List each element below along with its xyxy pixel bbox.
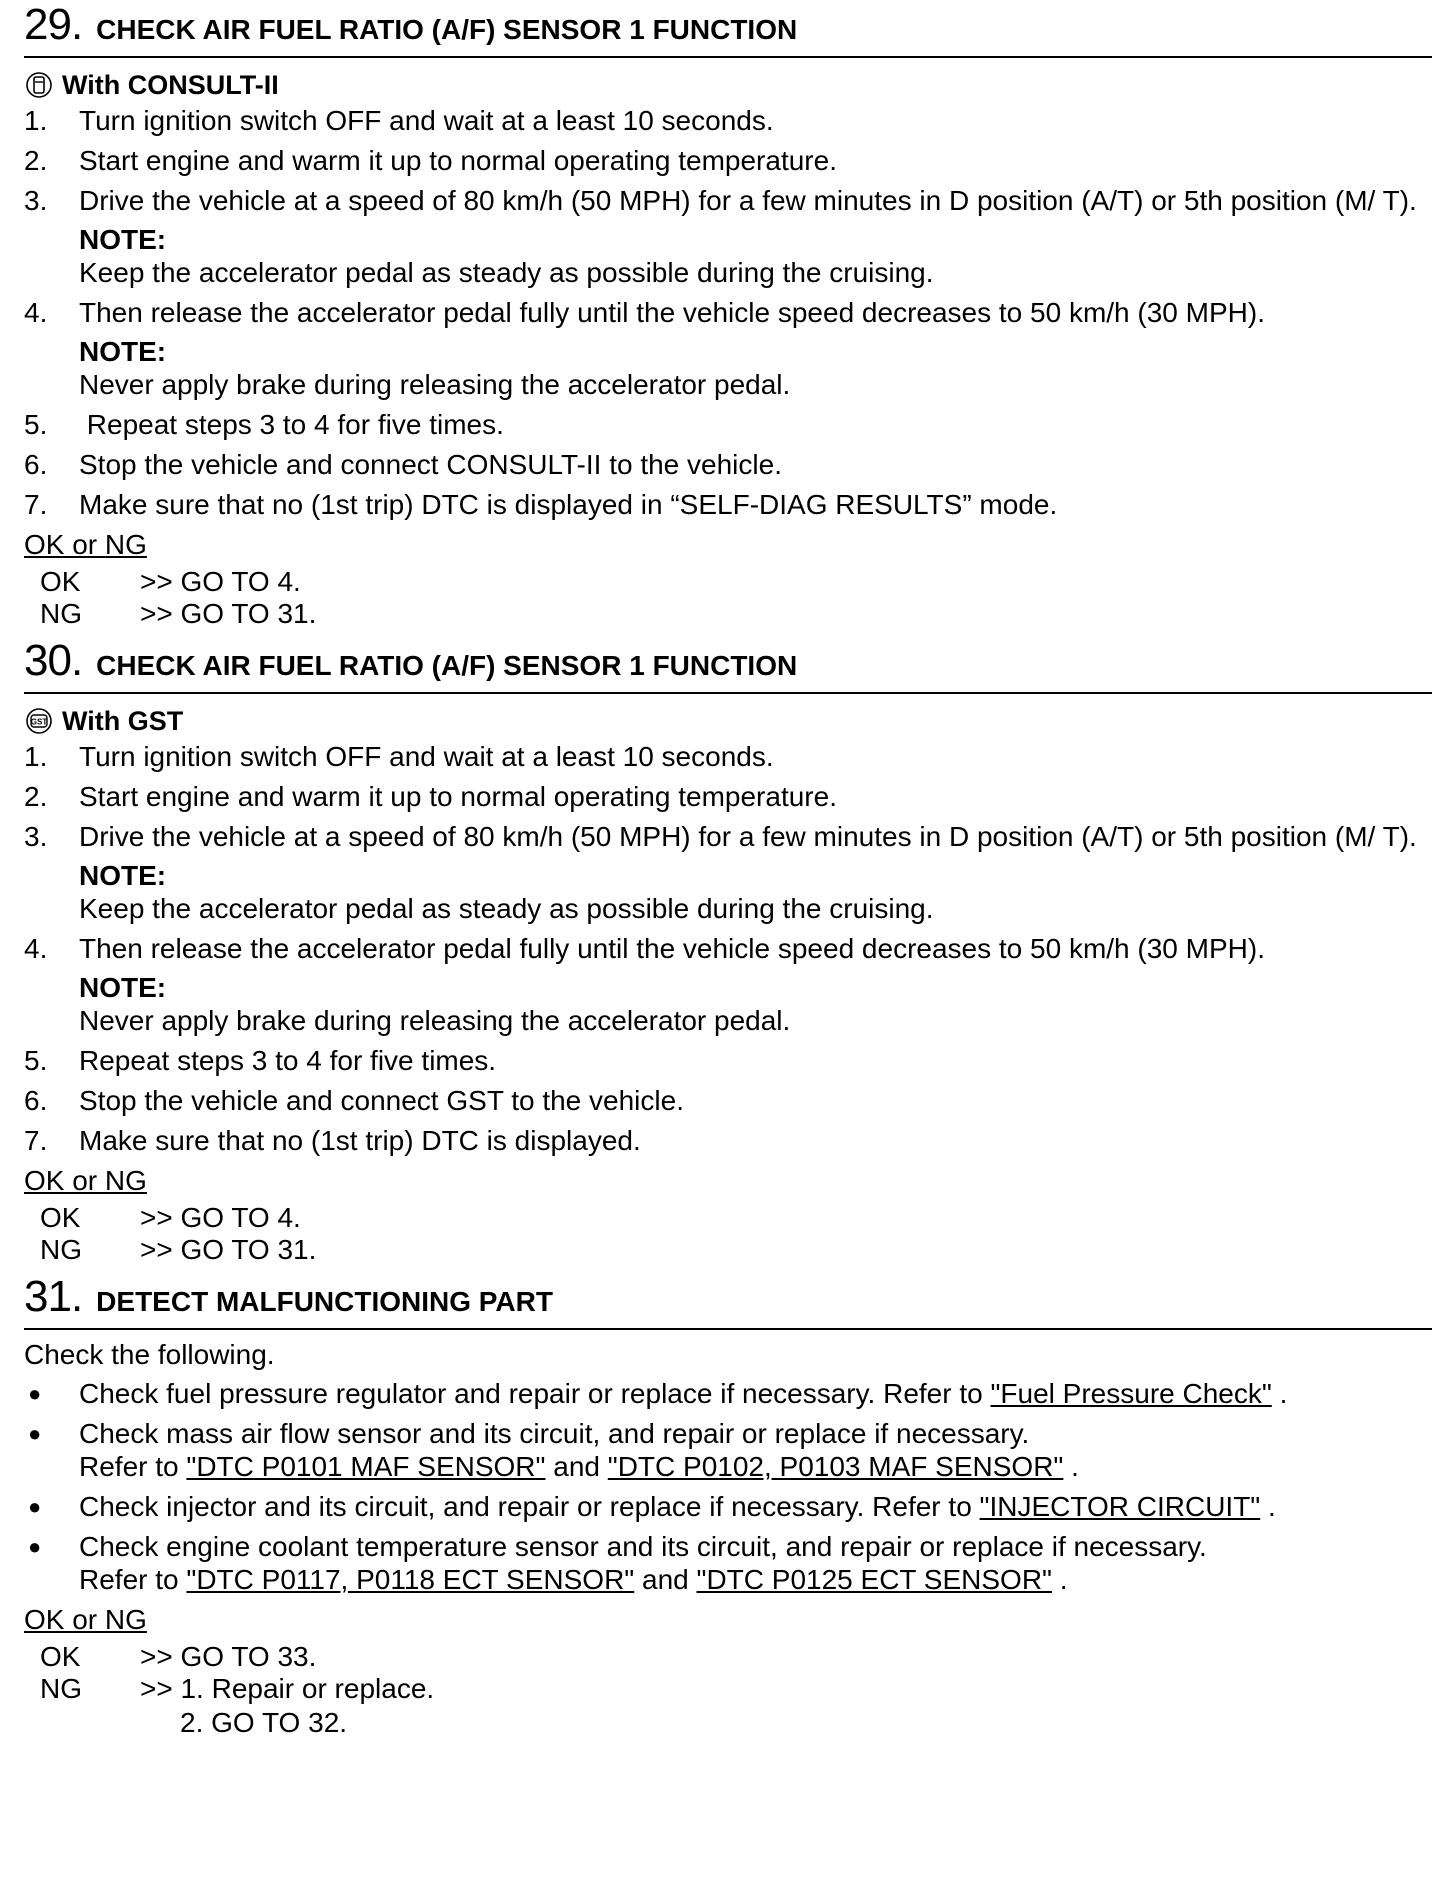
note-label: NOTE: xyxy=(79,224,167,255)
step-text: Stop the vehicle and connect GST to the vehicle. xyxy=(79,1085,684,1116)
step-text: Make sure that no (1st trip) DTC is displayed. xyxy=(79,1125,641,1156)
step-item xyxy=(24,104,1432,137)
section-divider xyxy=(24,1328,1432,1330)
section-title: CHECK AIR FUEL RATIO (A/F) SENSOR 1 FUNCTION xyxy=(96,14,798,45)
bullet-dot-icon: ● xyxy=(28,1494,42,1519)
bullet-text-and: and xyxy=(634,1564,697,1595)
step-number: 5. xyxy=(24,409,48,440)
step-text: Start engine and warm it up to normal operating temperature. xyxy=(79,781,837,812)
result-row-ok xyxy=(24,1641,1432,1673)
step-item xyxy=(24,740,1432,773)
step-item xyxy=(24,932,1432,1037)
result-row-ng xyxy=(24,598,1432,630)
result-value: >> GO TO 33. xyxy=(140,1641,317,1672)
note-label: NOTE: xyxy=(79,972,167,1003)
result-value: >> GO TO 4. xyxy=(140,566,301,597)
fuel-pressure-check-link[interactable]: "Fuel Pressure Check" xyxy=(990,1378,1272,1409)
section-31 xyxy=(24,1272,1432,1741)
section-header xyxy=(24,636,1432,686)
step-list xyxy=(24,104,1432,521)
step-text: Turn ignition switch OFF and wait at a least 10 seconds. xyxy=(79,105,774,136)
step-item xyxy=(24,1044,1432,1077)
intro-text: Check the following. xyxy=(24,1339,275,1370)
step-list xyxy=(24,740,1432,1157)
step-number: 6. xyxy=(24,449,48,480)
section-number: 31. xyxy=(24,1272,83,1321)
step-item xyxy=(24,408,1432,441)
section-header xyxy=(24,0,1432,50)
step-number: 4. xyxy=(24,933,48,964)
result-value: >> GO TO 4. xyxy=(140,1202,301,1233)
tool-heading xyxy=(24,66,1432,104)
step-number: 3. xyxy=(24,185,48,216)
step-item xyxy=(24,1124,1432,1157)
step-number: 7. xyxy=(24,1125,48,1156)
dtc-p0102-p0103-link[interactable]: "DTC P0102, P0103 MAF SENSOR" xyxy=(607,1451,1064,1482)
step-item xyxy=(24,780,1432,813)
result-key: OK xyxy=(40,566,81,597)
gst-icon xyxy=(24,706,54,736)
step-item xyxy=(24,488,1432,521)
step-text: Turn ignition switch OFF and wait at a least 10 seconds. xyxy=(79,741,774,772)
step-text: Drive the vehicle at a speed of 80 km/h (50 MPH) for a few minutes in D position (A/T) or 5th position (M/ T). xyxy=(79,185,1417,216)
tool-label: With GST xyxy=(62,705,184,736)
section-number: 30. xyxy=(24,636,83,685)
result-substep: 2. GO TO 32. xyxy=(180,1707,348,1738)
bullet-text: Check engine coolant temperature sensor and its circuit, and repair or replace if necessary. xyxy=(79,1531,1207,1562)
bullet-dot-icon: ● xyxy=(28,1381,42,1406)
dtc-p0117-p0118-link[interactable]: "DTC P0117, P0118 ECT SENSOR" xyxy=(186,1564,635,1595)
bullet-text-end: . xyxy=(1271,1378,1288,1409)
tool-label: With CONSULT-II xyxy=(62,69,279,100)
section-divider xyxy=(24,692,1432,694)
step-number: 1. xyxy=(24,105,48,136)
step-number: 2. xyxy=(24,781,48,812)
result-row-ok xyxy=(24,1202,1432,1234)
step-item xyxy=(24,448,1432,481)
dtc-p0101-link[interactable]: "DTC P0101 MAF SENSOR" xyxy=(186,1451,546,1482)
note-label: NOTE: xyxy=(79,860,167,891)
bullet-text-end: . xyxy=(1051,1564,1068,1595)
step-number: 1. xyxy=(24,741,48,772)
bullet-text: Check mass air flow sensor and its circuit, and repair or replace if necessary. xyxy=(79,1418,1030,1449)
injector-circuit-link[interactable]: "INJECTOR CIRCUIT" xyxy=(979,1491,1261,1522)
step-item xyxy=(24,820,1432,925)
ok-ng-heading: OK or NG xyxy=(24,1604,147,1635)
bullet-item xyxy=(24,1417,1432,1483)
result-key: OK xyxy=(40,1202,81,1233)
section-divider xyxy=(24,56,1432,58)
step-number: 2. xyxy=(24,145,48,176)
result-row-ok xyxy=(24,566,1432,598)
step-number: 7. xyxy=(24,489,48,520)
result-value: >> GO TO 31. xyxy=(140,1234,317,1265)
section-title: CHECK AIR FUEL RATIO (A/F) SENSOR 1 FUNCTION xyxy=(96,650,798,681)
section-number: 29. xyxy=(24,0,83,49)
note-label: NOTE: xyxy=(79,336,167,367)
step-text: Repeat steps 3 to 4 for five times. xyxy=(79,1045,497,1076)
step-number: 4. xyxy=(24,297,48,328)
step-text: Start engine and warm it up to normal operating temperature. xyxy=(79,145,837,176)
note-text: Never apply brake during releasing the accelerator pedal. xyxy=(79,1005,791,1036)
result-key: NG xyxy=(40,1673,82,1704)
bullet-text-refer: Refer to xyxy=(79,1451,187,1482)
section-30 xyxy=(24,636,1432,1266)
step-item xyxy=(24,184,1432,289)
section-title: DETECT MALFUNCTIONING PART xyxy=(96,1286,553,1317)
result-row-ng xyxy=(24,1673,1432,1705)
note-text: Keep the accelerator pedal as steady as possible during the cruising. xyxy=(79,893,934,924)
ok-ng-heading: OK or NG xyxy=(24,1165,147,1196)
step-number: 3. xyxy=(24,821,48,852)
result-key: NG xyxy=(40,598,82,629)
step-text: Then release the accelerator pedal fully until the vehicle speed decreases to 50 km/h (30 MPH). xyxy=(79,297,1265,328)
step-text: Stop the vehicle and connect CONSULT-II to the vehicle. xyxy=(79,449,782,480)
result-value: >> 1. Repair or replace. xyxy=(140,1673,435,1704)
step-text: Drive the vehicle at a speed of 80 km/h (50 MPH) for a few minutes in D position (A/T) or 5th position (M/ T). xyxy=(79,821,1417,852)
bullet-item xyxy=(24,1530,1432,1596)
step-item xyxy=(24,1084,1432,1117)
step-item xyxy=(24,144,1432,177)
bullet-item xyxy=(24,1490,1432,1523)
note-text: Never apply brake during releasing the accelerator pedal. xyxy=(79,369,791,400)
section-29 xyxy=(24,0,1432,630)
step-item xyxy=(24,296,1432,401)
step-text: Repeat steps 3 to 4 for five times. xyxy=(79,409,504,440)
bullet-dot-icon: ● xyxy=(28,1534,42,1559)
section-header xyxy=(24,1272,1432,1322)
bullet-text-end: . xyxy=(1063,1451,1079,1482)
bullet-text: Check fuel pressure regulator and repair or replace if necessary. Refer to xyxy=(79,1378,991,1409)
ok-ng-heading: OK or NG xyxy=(24,529,147,560)
bullet-text-end: . xyxy=(1260,1491,1276,1522)
result-value: >> GO TO 31. xyxy=(140,598,317,629)
svg-text:GST: GST xyxy=(30,717,48,727)
result-key: NG xyxy=(40,1234,82,1265)
dtc-p0125-link[interactable]: "DTC P0125 ECT SENSOR" xyxy=(696,1564,1052,1595)
bullet-text-and: and xyxy=(545,1451,608,1482)
bullet-text: Check injector and its circuit, and repair or replace if necessary. Refer to xyxy=(79,1491,980,1522)
step-text: Then release the accelerator pedal fully until the vehicle speed decreases to 50 km/h (30 MPH). xyxy=(79,933,1265,964)
consult-icon xyxy=(24,70,54,100)
result-key: OK xyxy=(40,1641,81,1672)
note-text: Keep the accelerator pedal as steady as possible during the cruising. xyxy=(79,257,934,288)
result-row-ng xyxy=(24,1234,1432,1266)
step-text: Make sure that no (1st trip) DTC is displayed in “SELF-DIAG RESULTS” mode. xyxy=(79,489,1058,520)
tool-heading xyxy=(24,702,1432,740)
step-number: 5. xyxy=(24,1045,48,1076)
bullet-dot-icon: ● xyxy=(28,1421,42,1446)
bullet-item xyxy=(24,1377,1432,1410)
step-number: 6. xyxy=(24,1085,48,1116)
bullet-text-refer: Refer to xyxy=(79,1564,187,1595)
